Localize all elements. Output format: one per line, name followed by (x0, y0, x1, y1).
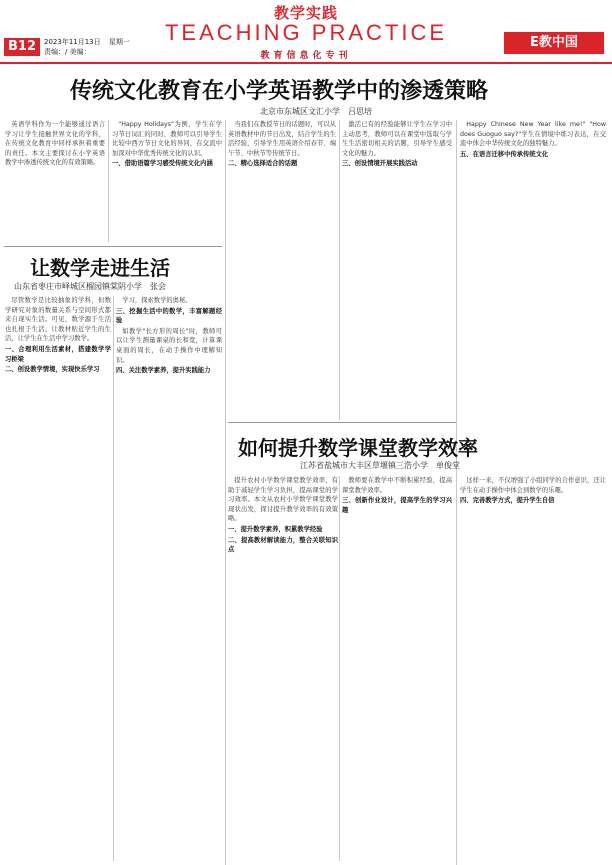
section-heading: 三、创新作业设计，提高学生的学习兴趣 (342, 497, 452, 514)
paragraph: 这样一来，不仅增强了小组同学的合作意识，还让学生在动手操作中体会到数学的乐趣。 (460, 477, 606, 494)
paragraph: 教师要在教学中不断积累经验，提高课堂教学效率。 (342, 477, 452, 494)
section-heading: 四、完善教学方式，提升学生自信 (460, 497, 555, 505)
main-article-byline: 北京市东城区文汇小学 吕思培 (260, 107, 372, 116)
left-article-col-1 (5, 296, 111, 861)
issue-weekday: 星期一 (108, 38, 130, 46)
issue-date: 2023年11月13日 (44, 38, 101, 46)
main-article-col-3 (228, 120, 336, 420)
header-rule (0, 62, 612, 64)
column-title-en: TEACHING PRACTICE (164, 20, 448, 45)
paragraph: 学习，探索数学的奥秘。 (122, 297, 192, 304)
section-heading: 四、关注数学素养，提升实践能力 (116, 367, 211, 375)
paragraph: 英语学科作为一个能够通过语言学习让学生接触世界文化的学科，在传统文化教育中同样承担着重要的责任。本文主要探讨在小学英语教学中渗透传统文化的有效策略。 (5, 121, 105, 167)
paragraph: 激活已有的经验能够让学生在学习中主动思考，教师可以在课堂中选取与学生生活密切相关的话题，引导学生感受文化的魅力。 (342, 121, 452, 157)
section-heading: 一、合理利用生活素材，搭建数学学习桥梁 (5, 345, 111, 363)
column-divider (339, 120, 340, 420)
section-heading: 一、提升数学素养，积累教学经验 (228, 525, 323, 533)
page-code: B12 (4, 38, 40, 56)
column-title-cn: 教学实践 (273, 4, 338, 22)
main-article-col-1 (5, 120, 105, 242)
paragraph: Happy Chinese New Year like me!" "How does Guoguo say?"学生在情境中练习表达，在交流中体会中华传统文化的独特魅力。 (460, 121, 606, 148)
paragraph: 当我们在教授节日的话题时，可以从英语教材中的节日出发，结合学生的生活经验，引导学生用英语介绍春节、端午节、中秋节等传统节日。 (228, 121, 336, 157)
left-article-byline: 山东省枣庄市峄城区榴园镇棠阴小学 张会 (14, 282, 166, 291)
column-subtitle: 教育信息化专刊 (260, 51, 352, 61)
paragraph: 提升农村小学数学课堂教学效率，有助于减轻学生学习负担，提高课堂的学习效率。本文从农村小学数学课堂教学现状出发，探讨提升教学效率的有效策略。 (228, 477, 338, 523)
right-article-col-1 (228, 476, 338, 861)
section-heading: 三、挖掘生活中的数学，丰富解题经验 (116, 307, 222, 325)
right-article-byline: 江苏省盐城市大丰区草堰镇三浩小学 单俊堂 (300, 461, 460, 470)
section-heading: 五、在语言迁移中传承传统文化 (460, 150, 549, 158)
main-article-col-4 (342, 120, 452, 420)
column-divider (225, 120, 226, 865)
left-article-col-2 (116, 296, 222, 861)
column-divider (113, 296, 114, 861)
main-article-title: 传统文化教育在小学英语教学中的渗透策略 (70, 79, 489, 104)
main-article-col-5 (460, 120, 606, 420)
article-rule (4, 246, 222, 247)
right-article-col-3 (460, 476, 606, 861)
paragraph: "Happy Holidays"为例，学生在学习节日词汇的同时，教师可以引导学生比较中西方节日文化的异同，在交流中加深对中华优秀传统文化的认识。 (112, 121, 222, 157)
right-article-title: 如何提升数学课堂教学效率 (238, 436, 478, 460)
section-heading: 二、创设教学情境，实现快乐学习 (5, 366, 100, 374)
column-divider (456, 120, 457, 865)
main-article-col-2 (112, 120, 222, 242)
brand-logo: E教中国 (504, 32, 604, 54)
article-rule (228, 422, 456, 423)
section-heading: 二、精心选择适合的话题 (228, 160, 298, 168)
editor-credit: 责编：/ 美编： (44, 48, 91, 56)
paragraph: 如教学"长方形的周长"时，教师可以让学生测量课桌的长和宽，计算课桌面的周长，在动手操作中理解知识。 (116, 327, 222, 364)
column-divider (108, 120, 109, 242)
section-heading: 一、借助语篇学习感受传统文化内涵 (112, 160, 213, 168)
section-heading: 三、创设情境开展实践活动 (342, 160, 418, 168)
column-divider (339, 476, 340, 861)
right-article-col-2 (342, 476, 452, 861)
left-article-title: 让数学走进生活 (30, 256, 170, 280)
section-heading: 二、提高教材解读能力，整合关联知识点 (228, 536, 338, 554)
paragraph: 尽管数学是比较抽象的学科，但数学研究对象的数量关系与空间形式都来自现实生活。可见，数学源于生活也扎根于生活。让教材贴近学生的生活，让学生在生活中学习数学。 (5, 297, 111, 343)
